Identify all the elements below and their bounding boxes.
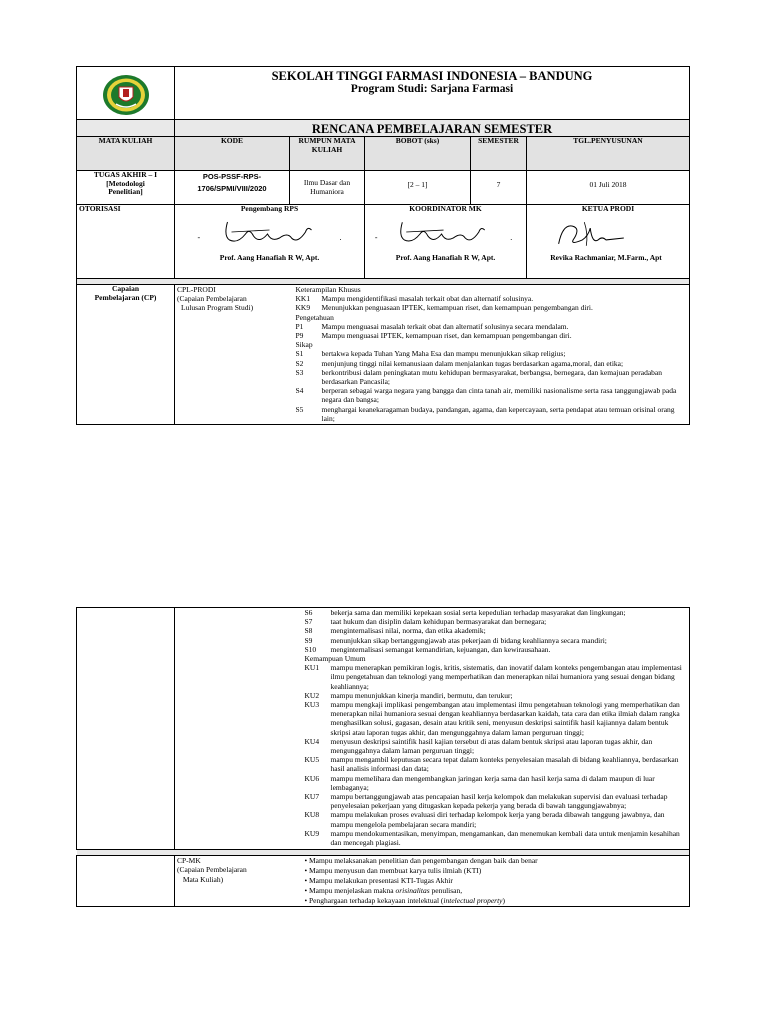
outcome-item: [296, 386, 688, 404]
course-rumpun: Ilmu Dasar dan Humaniora: [290, 171, 365, 205]
head-signature: [529, 214, 687, 254]
document-page-2: [0, 607, 768, 907]
outcome-code: S10: [304, 644, 317, 654]
section-heading: Pengetahuan: [295, 312, 334, 322]
outcome-code: KK9: [295, 303, 311, 313]
outcome-text: Mampu menguasai IPTEK, kemampuan riset, dan kemampuan pengembangan diri.: [321, 331, 572, 341]
cpmk-item: • Penghargaan terhadap kekayaan intelektual (intelectual property): [305, 896, 688, 906]
signature-icon: [367, 214, 524, 254]
outcome-item: [305, 663, 688, 691]
outcome-item: [305, 829, 688, 847]
col-tgl: TGL.PENYUSUNAN: [527, 137, 690, 171]
outcome-text: menghargai keanekaragaman budaya, pandangan, agama, dan kepercayaan, serta pendapat atau temuan orisinal orang lain;: [321, 404, 675, 423]
outcome-code: KU4: [304, 736, 320, 746]
outcome-text: mampu menunjukkan kinerja mandiri, bermutu, dan terukur;: [330, 690, 513, 700]
outcome-item: [305, 774, 688, 792]
outcome-item: [305, 645, 688, 654]
outcome-item: [296, 405, 688, 423]
outcome-text: menginternalisasi nilai, norma, dan etika akademik;: [330, 626, 486, 636]
cpmk-item: • Mampu melakukan presentasi KTI-Tugas Akhir: [305, 876, 688, 886]
outcome-item: [296, 303, 688, 312]
outcome-code: S2: [295, 358, 304, 368]
outcome-code: P1: [295, 321, 304, 331]
outcome-text: Menunjukkan penguasaan IPTEK, kemampuan riset, dan kemampuan pengembangan diri.: [321, 303, 593, 313]
outcome-text: mampu memelihara dan mengembangkan jaringan kerja sama dan hasil kerja sama di dalam maupun di luar lembaganya;: [330, 773, 655, 792]
developer-name: Prof. Aang Hanafiah R W, Apt.: [219, 252, 320, 262]
outcome-item: [305, 737, 688, 755]
rps-header-table: [76, 66, 690, 425]
outcome-text: menunjukkan sikap bertanggungjawab atas pekerjaan di bidang keahliannya secara mandiri;: [330, 635, 607, 645]
outcome-text: bekerja sama dan memiliki kepekaan sosial serta kepedulian terhadap masyarakat dan lingkungan;: [330, 608, 626, 617]
outcome-text: mampu mendokumentasikan, menyimpan, mengamankan, dan menemukan kembali data untuk menjamin kesahihan dan mencegah plagiasi.: [330, 828, 680, 848]
course-code: POS-PSSF-RPS- 1706/SPMI/VIII/2020: [175, 171, 290, 205]
coordinator-name: Prof. Aang Hanafiah R W, Apt.: [395, 252, 496, 262]
outcome-code: KU1: [304, 663, 320, 673]
outcome-text: taat hukum dan disiplin dalam kehidupan bermasyarakat dan bernegara;: [330, 617, 547, 627]
outcome-code: KU3: [304, 700, 320, 710]
outcome-item: [305, 617, 688, 626]
section-heading: Sikap: [295, 340, 313, 350]
authorization-label: OTORISASI: [77, 205, 175, 279]
course-name: TUGAS AKHIR – I [Metodologi Penelitian]: [77, 171, 175, 205]
cpl-prodi-list: [290, 285, 690, 425]
cpmk-bullets: [305, 856, 688, 906]
svg-text:-: -: [197, 232, 201, 242]
svg-text:.: .: [339, 232, 342, 242]
outcome-code: KU2: [304, 690, 320, 700]
school-header: [175, 67, 690, 120]
outcome-code: S3: [295, 367, 304, 377]
col-kode: KODE: [175, 137, 290, 171]
outcome-text: Mampu mengidentifikasi masalah terkait obat dan alternatif solusinya.: [321, 294, 534, 304]
outcome-item: [296, 359, 688, 368]
school-logo-icon: [102, 73, 150, 117]
program-name: Program Studi: Sarjana Farmasi: [350, 83, 514, 95]
outcome-code: S6: [304, 608, 313, 617]
outcome-item: [296, 294, 688, 303]
course-semester: 7: [471, 171, 527, 205]
outcome-item: [305, 810, 688, 828]
outcome-text: menginternalisasi semangat kemandirian, kejuangan, dan kewirausahaan.: [330, 644, 551, 654]
col-mata-kuliah: MATA KULIAH: [77, 137, 175, 171]
head-block: KETUA PRODI Revika Rachmaniar, M.Farm., Apt: [527, 205, 690, 279]
outcome-item: [305, 608, 688, 617]
section-heading: Kemampuan Umum: [304, 654, 366, 664]
outcome-text: berkontribusi dalam peningkatan mutu kehidupan bermasyarakat, berbangsa, bernegara, dan kemajuan peradaban berdasarkan Pancasila;: [321, 367, 662, 387]
outcome-text: berperan sebagai warga negara yang bangga dan cinta tanah air, memiliki nasionalisme serta rasa tanggungjawab pada negara dan bangsa;: [321, 386, 677, 405]
outcome-text: mampu melakukan proses evaluasi diri terhadap kelompok kerja yang berada dibawah tanggung jawabnya, dan mampu mengelola pembelajaran secara mandiri;: [330, 810, 665, 829]
outcome-item: [305, 755, 688, 773]
cpmk-list: [303, 856, 690, 907]
developer-block: Pengembang RPS - . Prof. Aang Hanafiah R W, Apt.: [175, 205, 365, 279]
document-title: RENCANA PEMBELAJARAN SEMESTER: [175, 120, 690, 137]
coordinator-block: KOORDINATOR MK - . Prof. Aang Hanafiah R W, Apt.: [365, 205, 527, 279]
outcome-code: S4: [295, 386, 304, 396]
course-bobot: [2 – 1]: [365, 171, 471, 205]
outcome-code: KU9: [304, 828, 320, 838]
outcome-code: S1: [295, 349, 304, 359]
outcome-text: Mampu menguasai masalah terkait obat dan alternatif solusinya secara mendalam.: [321, 321, 569, 331]
cpmk-item: • Mampu melaksanakan penelitian dan pengembangan dengan baik dan benar: [305, 856, 688, 866]
col-semester: SEMESTER: [471, 137, 527, 171]
outcome-item: [296, 368, 688, 386]
outcome-item: [296, 331, 688, 340]
outcome-text: mampu bertanggungjawab atas pencapaian hasil kerja kelompok dan melakukan supervisi dan evaluasi terhadap penyelesaian pekerjaan yang ditugaskan kepada pekerja yang berada di bawah tanggungjawabnya;: [330, 792, 668, 811]
outcome-code: S8: [304, 626, 313, 636]
outcome-code: KU7: [304, 792, 320, 802]
outcome-code: KU8: [304, 810, 320, 820]
svg-text:.: .: [510, 232, 513, 242]
cpl-prodi-label: CPL-PRODI (Capaian Pembelajaran Lulusan Program Studi): [175, 285, 290, 425]
outcome-item: [305, 636, 688, 645]
cpmk-item: • Mampu menyusun dan membuat karya tulis ilmiah (KTI): [305, 866, 688, 876]
outcome-item: [305, 626, 688, 635]
outcome-code: KK1: [295, 294, 311, 304]
outcome-code: S9: [304, 635, 313, 645]
cpmk-item: • Mampu menjelaskan makna orisinalitas penulisan,: [305, 886, 688, 896]
document-page-1: [0, 66, 768, 425]
cp-label: Capaian Pembelajaran (CP): [77, 285, 175, 425]
head-name: Revika Rachmaniar, M.Farm., Apt: [550, 252, 662, 262]
cpl-prodi-list-continued: [303, 608, 690, 850]
outcome-code: P9: [295, 331, 304, 341]
outcome-item: [296, 322, 688, 331]
outcome-text: mampu mengkaji implikasi pengembangan atau implementasi ilmu pengetahuan teknologi yang memperhatikan dan menerapkan nilai humaniora sesuai dengan keahliannya berdasarkan kaidah, tata cara dan etika ilmiah dalam rangka menghasilkan solusi, gagasan, desain atau kritik seni, menyusun deskripsi saintifik hasil kajiannya dalam bentuk skripsi atau laporan tugas akhir, dan mengunggahnya dalam laman perguruan tinggi;: [330, 700, 680, 737]
school-name: SEKOLAH TINGGI FARMASI INDONESIA – BANDUNG: [271, 69, 593, 83]
outcome-code: KU5: [304, 755, 320, 765]
section-heading: Keterampilan Khusus: [295, 285, 361, 294]
outcome-text: mampu mengambil keputusan secara tepat dalam konteks penyelesaian masalah di bidang keahliannya, berdasarkan hasil analisis informasi dan data;: [330, 755, 679, 774]
outcome-item: [305, 792, 688, 810]
outcome-text: menjunjung tinggi nilai kemanusiaan dalam menjalankan tugas berdasarkan agama,moral, dan etika;: [321, 358, 624, 368]
cpmk-label: CP-MK (Capaian Pembelajaran Mata Kuliah): [175, 856, 303, 907]
outcome-text: menyusun deskripsi saintifik hasil kajian tersebut di atas dalam bentuk skripsi atau laporan tugas akhir, dan mengunggahnya dalam laman perguruan tinggi;: [330, 736, 653, 756]
outcome-item: [305, 700, 688, 737]
col-rumpun: RUMPUN MATA KULIAH: [290, 137, 365, 171]
outcome-item: [296, 349, 688, 358]
signature-icon: [177, 214, 362, 254]
outcome-code: KU6: [304, 773, 320, 783]
outcome-code: S5: [295, 404, 304, 414]
outcome-code: S7: [304, 617, 313, 627]
signature-icon: [529, 214, 687, 254]
rps-continuation-table: [76, 607, 690, 907]
col-bobot: BOBOT (sks): [365, 137, 471, 171]
course-date: 01 Juli 2018: [527, 171, 690, 205]
outcome-text: bertakwa kepada Tuhan Yang Maha Esa dan mampu menunjukkan sikap religius;: [321, 349, 566, 359]
outcome-item: [305, 691, 688, 700]
outcome-text: mampu menerapkan pemikiran logis, kritis, sistematis, dan inovatif dalam konteks pengembangan atau implementasi ilmu pengetahuan dan teknologi yang memperhatikan dan menerapkan nilai humaniora yang sesuai dengan bidang keahliannya;: [330, 663, 682, 691]
svg-text:-: -: [374, 232, 378, 242]
logo-cell: [77, 67, 175, 120]
coordinator-signature: [367, 214, 524, 254]
developer-signature: [177, 214, 362, 254]
